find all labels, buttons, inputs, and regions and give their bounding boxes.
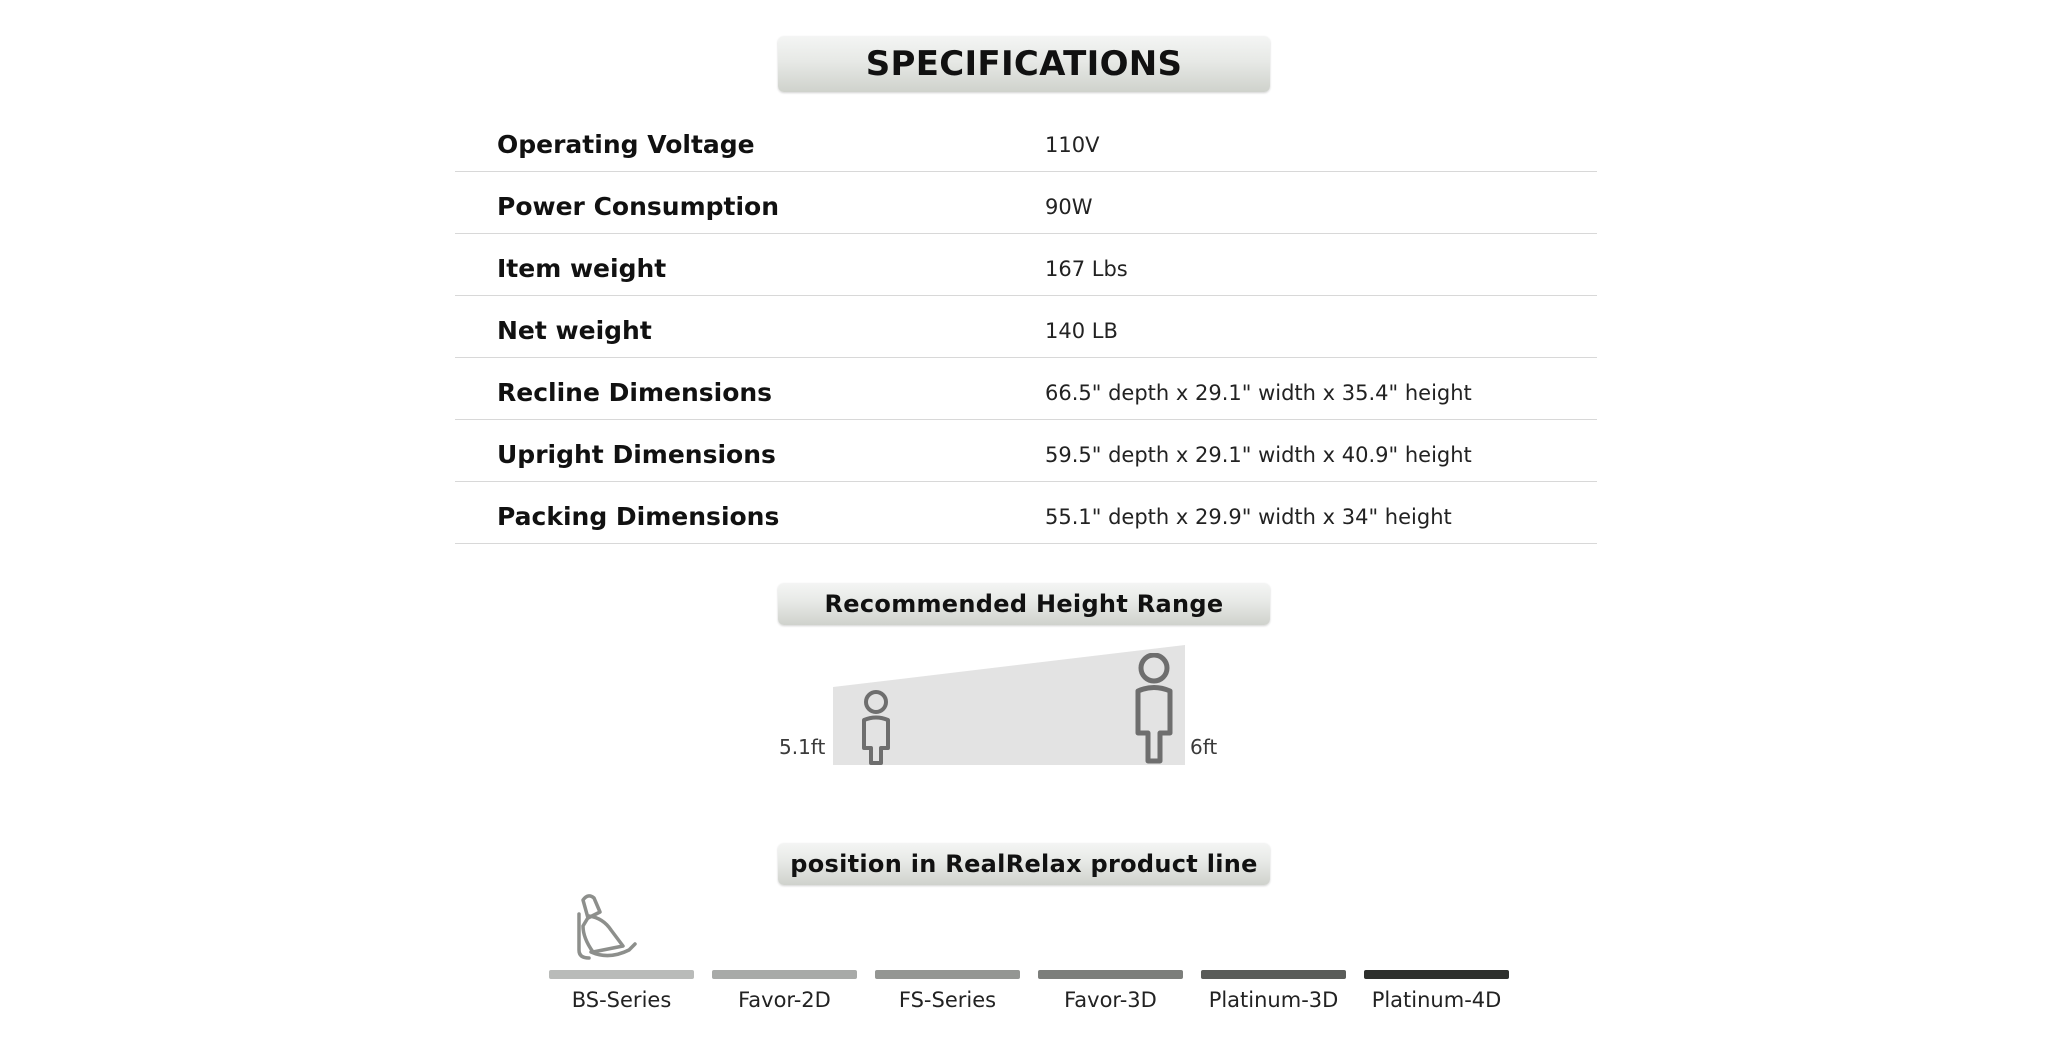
specifications-table bbox=[455, 110, 1597, 544]
product-bar bbox=[1038, 970, 1183, 979]
table-row bbox=[455, 482, 1597, 544]
spec-label: Net weight bbox=[497, 316, 652, 345]
product-bar bbox=[875, 970, 1020, 979]
spec-label: Power Consumption bbox=[497, 192, 780, 221]
spec-label: Operating Voltage bbox=[497, 130, 755, 159]
product-label: BS-Series bbox=[571, 988, 672, 1012]
spec-value: 110V bbox=[1045, 133, 1100, 157]
table-row bbox=[455, 234, 1597, 296]
list-item[interactable] bbox=[703, 970, 866, 1012]
person-tall-icon bbox=[1128, 653, 1180, 765]
product-bar bbox=[1364, 970, 1509, 979]
product-line-items bbox=[540, 970, 1518, 1012]
product-line-chart bbox=[0, 890, 2048, 1040]
height-range-diagram bbox=[0, 645, 2048, 785]
product-label: Favor-3D bbox=[1064, 988, 1157, 1012]
product-label: Platinum-4D bbox=[1371, 988, 1502, 1012]
spec-value: 55.1" depth x 29.9" width x 34" height bbox=[1045, 505, 1452, 529]
product-label: FS-Series bbox=[898, 988, 997, 1012]
table-row bbox=[455, 296, 1597, 358]
spec-value: 66.5" depth x 29.1" width x 35.4" height bbox=[1045, 381, 1472, 405]
specifications-title: SPECIFICATIONS bbox=[778, 36, 1270, 92]
list-item[interactable] bbox=[1192, 970, 1355, 1012]
spec-value: 167 Lbs bbox=[1045, 257, 1128, 281]
spec-label: Item weight bbox=[497, 254, 667, 283]
table-row bbox=[455, 420, 1597, 482]
list-item[interactable] bbox=[540, 970, 703, 1012]
table-row bbox=[455, 110, 1597, 172]
list-item[interactable] bbox=[866, 970, 1029, 1012]
spec-label: Packing Dimensions bbox=[497, 502, 780, 531]
product-bar bbox=[549, 970, 694, 979]
spec-label: Recline Dimensions bbox=[497, 378, 773, 407]
table-row bbox=[455, 172, 1597, 234]
table-row bbox=[455, 358, 1597, 420]
spec-value: 90W bbox=[1045, 195, 1093, 219]
list-item[interactable] bbox=[1355, 970, 1518, 1012]
product-bar bbox=[1201, 970, 1346, 979]
product-label: Favor-2D bbox=[738, 988, 831, 1012]
list-item[interactable] bbox=[1029, 970, 1192, 1012]
spec-value: 59.5" depth x 29.1" width x 40.9" height bbox=[1045, 443, 1472, 467]
spec-label: Upright Dimensions bbox=[497, 440, 776, 469]
person-short-icon bbox=[855, 690, 897, 765]
recliner-chair-icon bbox=[565, 890, 641, 968]
product-line-title: position in RealRelax product line bbox=[778, 843, 1270, 885]
spec-value: 140 LB bbox=[1045, 319, 1118, 343]
height-max-label: 6ft bbox=[1190, 735, 1218, 759]
product-bar bbox=[712, 970, 857, 979]
product-label: Platinum-3D bbox=[1208, 988, 1339, 1012]
height-min-label: 5.1ft bbox=[779, 735, 826, 759]
height-range-title: Recommended Height Range bbox=[778, 583, 1270, 625]
